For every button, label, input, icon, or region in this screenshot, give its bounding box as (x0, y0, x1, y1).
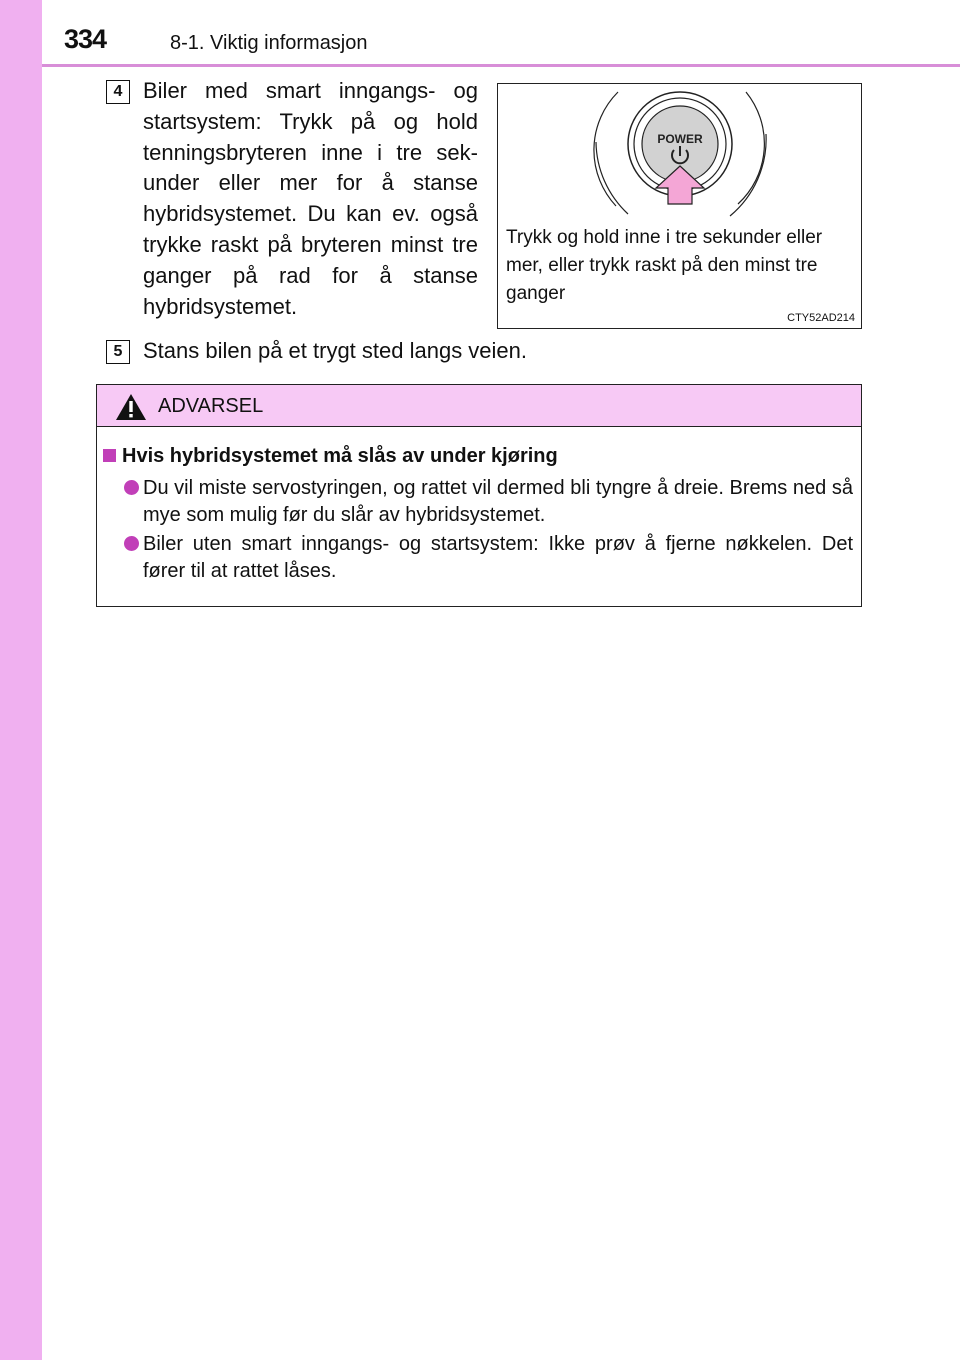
warning-triangle-icon (115, 393, 147, 421)
step-number-4: 4 (106, 80, 130, 104)
press-arc-right (738, 92, 764, 204)
press-arc-left (594, 92, 618, 206)
warning-box (96, 384, 862, 607)
warning-item-text: Du vil miste servostyringen, og rattet vil dermed bli tyngre å dreie. Brems ned så mye som mulig før du slår av hybridsystemet. (143, 477, 853, 526)
warning-item (143, 531, 853, 585)
power-button-label: POWER (657, 132, 703, 146)
round-bullet-icon (124, 480, 139, 495)
power-button-illustration (497, 83, 862, 329)
step-5-text: Stans bilen på et trygt sted langs veien. (143, 338, 528, 363)
warning-item (143, 475, 853, 529)
step-number-5: 5 (106, 340, 130, 364)
warning-item-text: Biler uten smart inngangs- og startsystem: Ikke prøv å fjerne nøkkelen. Det fører til at rattet låses. (143, 533, 853, 582)
warning-label: ADVARSEL (158, 395, 264, 417)
illustration-caption: Trykk og hold inne i tre sekunder eller mer, eller trykk raskt på den minst tre ganger (506, 227, 823, 304)
square-bullet-icon (103, 449, 116, 462)
section-title: 8-1. Viktig informasjon (170, 32, 368, 54)
warning-heading-text: Hvis hybridsystemet må slås av under kjøring (122, 445, 558, 467)
header-rule (42, 64, 960, 67)
side-tab-strip (0, 0, 42, 1360)
round-bullet-icon (124, 536, 139, 551)
illustration-code: CTY52AD214 (787, 312, 855, 324)
page-number: 334 (64, 24, 107, 54)
step-4-text: Biler med smart inngangs- og startsystem: Trykk på og hold tenningsbryteren inne i tre sek-under eller mer for å stanse hybridsystemet. Du kan ev. også trykke raskt på bryteren minst tre ganger på rad for å stanse hybridsystemet. (143, 78, 478, 319)
warning-header (97, 385, 861, 427)
press-arc-outer-left (596, 142, 628, 214)
press-arc-outer-right (730, 134, 766, 216)
warning-heading (103, 445, 558, 468)
